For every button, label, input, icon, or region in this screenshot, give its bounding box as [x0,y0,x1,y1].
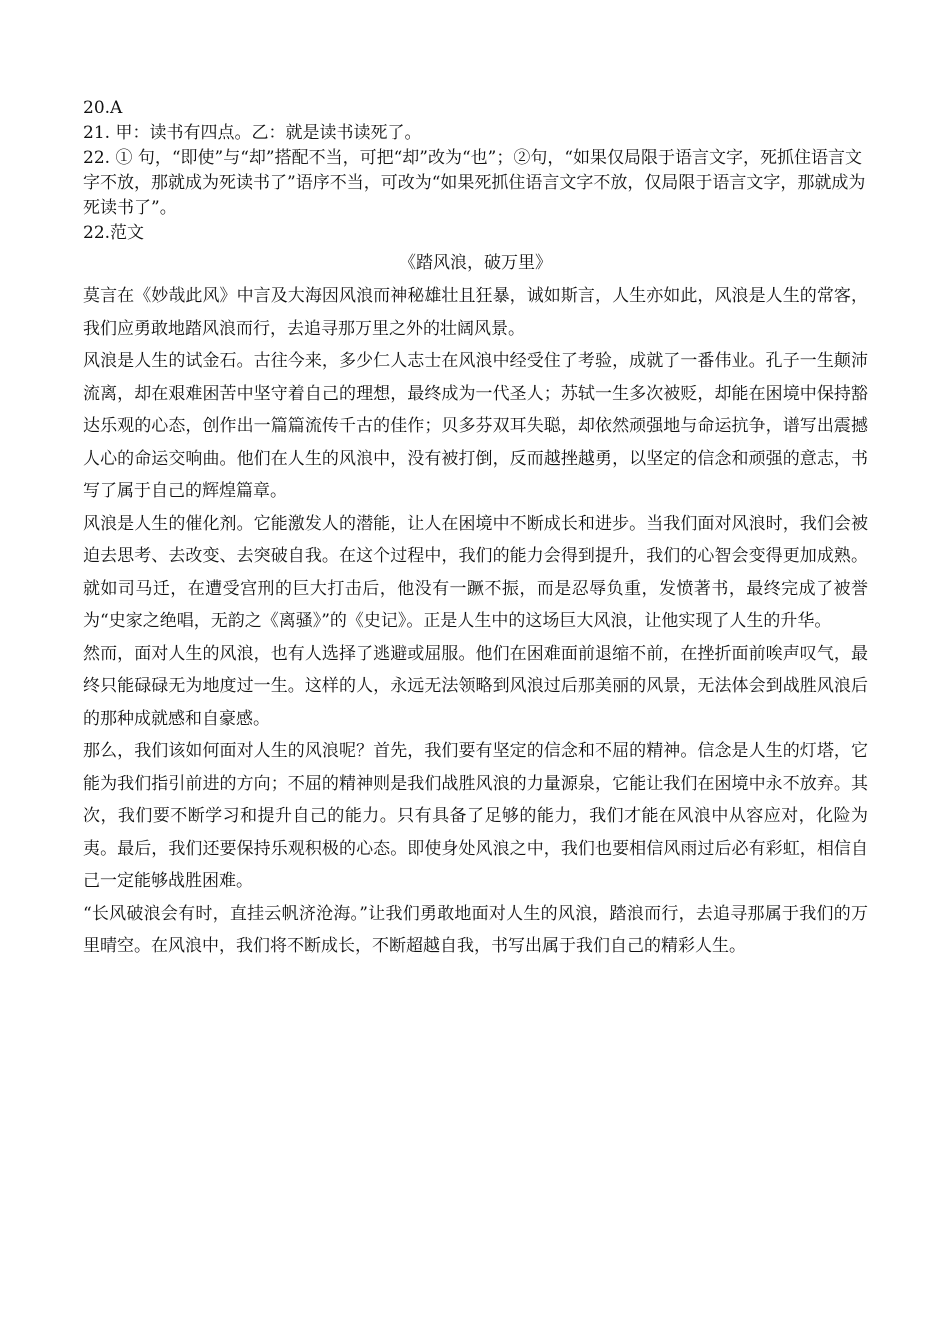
essay-paragraph-2: 风浪是人生的试金石。古往今来，多少仁人志士在风浪中经受住了考验，成就了一番伟业。孔子一生颠沛流离，却在艰难困苦中坚守着自己的理想，最终成为一代圣人；苏轼一生多次被贬，却能在困境中保持豁达乐观的心态，创作出一篇篇流传千古的佳作；贝多芬双耳失聪，却依然顽强地与命运抗争，谱写出震撼人心的命运交响曲。他们在人生的风浪中，没有被打倒，反而越挫越勇，以坚定的信念和顽强的意志，书写了属于自己的辉煌篇章。 [83,351,868,501]
essay-paragraph-1: 莫言在《妙哉此风》中言及大海因风浪而神秘雄壮且狂暴，诚如斯言，人生亦如此，风浪是人生的常客，我们应勇敢地踏风浪而行，去追寻那万里之外的壮阔风景。 [83,286,868,339]
model-essay-heading: 22.范文 [83,223,145,243]
document-page [83,96,868,963]
essay-paragraph-6: “长风破浪会有时，直挂云帆济沧海。”让我们勇敢地面对人生的风浪，踏浪而行，去追寻那属于我们的万里晴空。在风浪中，我们将不断成长，不断超越自我，书写出属于我们自己的精彩人生。 [83,903,868,956]
essay-paragraph-4: 然而，面对人生的风浪，也有人选择了逃避或屈服。他们在困难面前退缩不前，在挫折面前唉声叹气，最终只能碌碌无为地度过一生。这样的人，永远无法领略到风浪过后那美丽的风景，无法体会到战胜风浪后的那种成就感和自豪感。 [83,643,868,729]
essay-title: 《踏风浪，破万里》 [399,253,552,273]
essay-paragraph-3: 风浪是人生的催化剂。它能激发人的潜能，让人在困境中不断成长和进步。当我们面对风浪时，我们会被迫去思考、去改变、去突破自我。在这个过程中，我们的能力会得到提升，我们的心智会变得更加成熟。就如司马迁，在遭受宫刑的巨大打击后，他没有一蹶不振，而是忍辱负重，发愤著书，最终完成了被誉为“史家之绝唱，无韵之《离骚》”的《史记》。正是人生中的这场巨大风浪，让他实现了人生的升华。 [83,513,868,631]
answer-21: 21. 甲：读书有四点。乙：就是读书读死了。 [83,123,422,143]
answer-20: 20.A [83,98,123,118]
essay-paragraph-5: 那么，我们该如何面对人生的风浪呢？首先，我们要有坚定的信念和不屈的精神。信念是人生的灯塔，它能为我们指引前进的方向；不屈的精神则是我们战胜风浪的力量源泉，它能让我们在困境中永不放弃。其次，我们要不断学习和提升自己的能力。只有具备了足够的能力，我们才能在风浪中从容应对，化险为夷。最后，我们还要保持乐观积极的心态。即使身处风浪之中，我们也要相信风雨过后必有彩虹，相信自己一定能够战胜困难。 [83,741,868,891]
answer-22: 22. ① 句，“即使”与“却”搭配不当，可把“却”改为“也”；②句，“如果仅局限于语言文字，死抓住语言文字不放，那就成为死读书了”语序不当，可改为“如果死抓住语言文字不放，仅局限于语言文字，那就成为死读书了”。 [83,148,866,218]
